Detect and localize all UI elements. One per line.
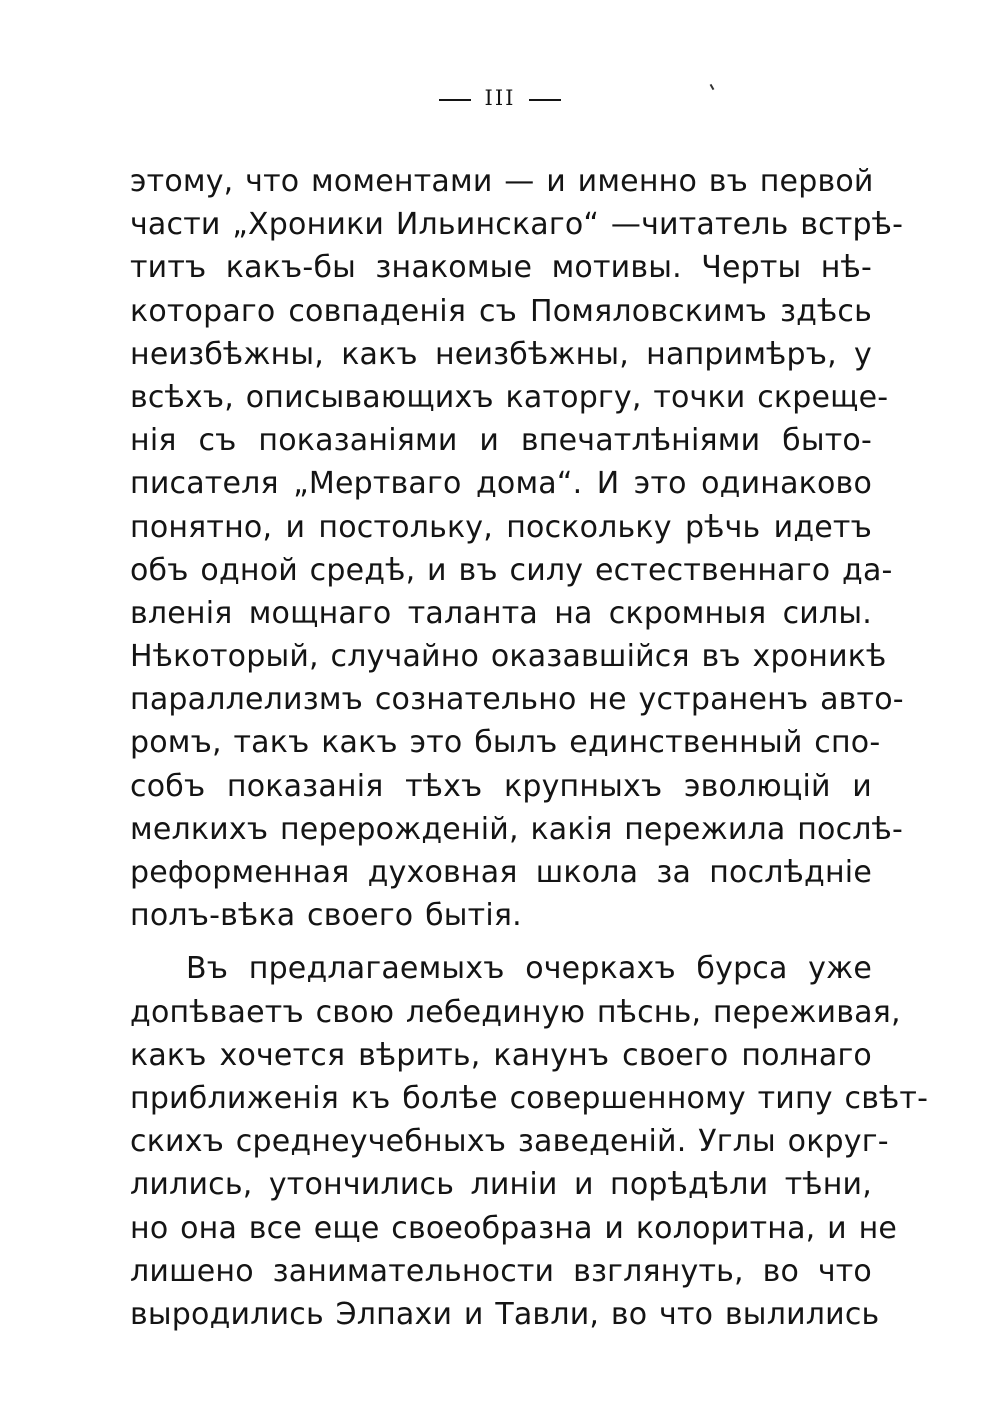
text-line: лились, утончились линіи и порѣдѣли тѣни, (130, 1167, 872, 1203)
text-line: реформенная духовная школа за послѣдніе (130, 855, 872, 890)
page-number: III (484, 86, 516, 110)
text-line: лишено занимательности взглянуть, во что (130, 1253, 872, 1289)
text-line: мелкихъ перерожденій, какія пережила послѣ- (130, 811, 904, 847)
left-dash (439, 99, 471, 101)
text-line: вленія мощнаго таланта на скромныя силы. (130, 595, 872, 631)
text-line: части „Хроники Ильинскаго“ —читатель встрѣ- (130, 207, 904, 243)
paragraph-2 (130, 947, 929, 1336)
paragraph-gap (130, 937, 872, 947)
text-line: понятно, и постольку, поскольку рѣчь идетъ (130, 509, 872, 545)
text-line: параллелизмъ сознательно не устраненъ авто- (130, 682, 904, 718)
text-line: котораго совпаденія съ Помяловскимъ здѣсь (130, 293, 872, 329)
text-line: Нѣкоторый, случайно оказавшійся въ хроникѣ (130, 639, 887, 675)
text-line: писателя „Мертваго дома“. И это одинаково (130, 466, 872, 502)
text-line: неизбѣжны, какъ неизбѣжны, напримѣръ, у (130, 336, 872, 372)
text-line: объ одной средѣ, и въ силу естественнаго да- (130, 552, 893, 588)
paragraph-1 (130, 160, 904, 937)
text-line-indented: Въ предлагаемыхъ очеркахъ бурса уже (186, 951, 872, 987)
text-line: но она все еще своеобразна и колоритна, и не (130, 1210, 898, 1246)
text-line: приближенія къ болѣе совершенному типу свѣт- (130, 1080, 929, 1116)
text-line: этому, что моментами — и именно въ первой (130, 164, 874, 199)
text-line: нія съ показаніями и впечатлѣніями быто- (130, 423, 872, 459)
text-line: допѣваетъ свою лебединую пѣснь, переживая, (130, 994, 901, 1030)
page-number-header (0, 86, 1000, 110)
text-line-last: полъ-вѣка своего бытія. (130, 898, 522, 934)
text-line: скихъ среднеучебныхъ заведеній. Углы округ- (130, 1124, 889, 1160)
body-text (130, 160, 929, 1336)
text-line: выродились Элпахи и Тавли, во что вылились (130, 1296, 880, 1332)
text-line: какъ хочется вѣрить, канунъ своего полнаго (130, 1037, 872, 1073)
right-dash (529, 99, 561, 101)
text-line: титъ какъ-бы знакомые мотивы. Черты нѣ- (130, 250, 872, 286)
text-line: всѣхъ, описывающихъ каторгу, точки скреще- (130, 379, 889, 415)
text-line: ромъ, такъ какъ это былъ единственный спо- (130, 725, 881, 761)
text-line: собъ показанія тѣхъ крупныхъ эволюцій и (130, 768, 872, 804)
